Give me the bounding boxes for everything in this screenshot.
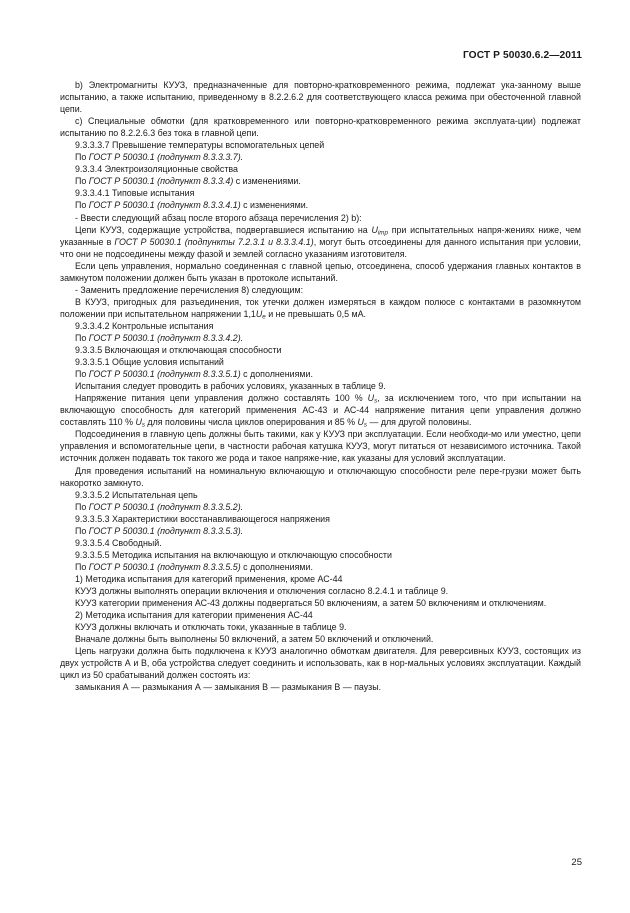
text-run: 9.3.3.5.4 Свободный. <box>75 537 162 548</box>
text-run: По <box>75 561 89 572</box>
text-run: Цепь нагрузки должна быть подключена к КУУЗ аналогично обмоткам двигателя. Для реверсивных КУУЗ, состоящих из двух устройств А и В, оба устройства следует соединить и использовать, как в нор-мальных условиях эксплуатации. Каждый цикл из 50 срабатываний должен состоять из: <box>60 646 581 681</box>
text-run: с дополнениями. <box>240 561 313 572</box>
text-run: , за исключением того, что при испытании на включающую способность для категорий применения АС-43 и АС-44 напряжение питания цепи управления должно составлять 110 % <box>60 393 582 428</box>
text-run: U <box>367 393 375 404</box>
text-run: Для проведения испытаний на номинальную включающую и отключающую способности реле пере-грузки может быть накоротко замкнуто. <box>60 465 581 488</box>
text-run: По <box>75 152 89 163</box>
paragraph-p36 <box>60 645 581 681</box>
paragraph-p02 <box>60 115 581 139</box>
subscript-text: s <box>374 397 378 405</box>
paragraph-p03 <box>60 139 581 151</box>
text-run: замыкания А — размыкания А — замыкания В — размыкания В — паузы. <box>75 682 382 693</box>
paragraph-p23 <box>60 489 581 501</box>
text-run: с изменениями. <box>233 176 301 187</box>
paragraph-p17 <box>60 356 581 368</box>
text-run: с дополнениями. <box>240 369 313 380</box>
text-run: - Заменить предложение перечисления 8) следующим: <box>75 284 304 295</box>
text-run: 9.3.3.4.1 Типовые испытания <box>75 188 195 199</box>
paragraph-p04 <box>60 151 581 163</box>
text-run: — для другой половины. <box>367 417 472 428</box>
paragraph-p07 <box>60 187 581 199</box>
text-run: для половины числа циклов оперирования и 85 % <box>144 417 358 428</box>
paragraph-p05 <box>60 163 581 175</box>
text-run: - Ввести следующий абзац после второго абзаца перечисления 2) b): <box>75 212 362 223</box>
paragraph-p31 <box>60 585 581 597</box>
subscript-text: s <box>363 421 368 429</box>
text-run: Испытания следует проводить в рабочих условиях, указанных в таблице 9. <box>75 381 386 392</box>
text-run: В КУУЗ, пригодных для разъединения, ток утечки должен измеряться в каждом полюсе с контактами в разомкнутом положении при испытательном напряжении 1,1 <box>60 296 581 319</box>
text-run: 2) Методика испытания для категории применения АС-44 <box>75 610 313 621</box>
text-run: с изменениями. <box>240 200 309 211</box>
text-run: По <box>75 332 89 343</box>
paragraph-p32 <box>60 597 581 609</box>
text-run: c) Специальные обмотки (для кратковременного или повторно-кратковременного режима эксплуата-ции) подлежат испытанию по 8.2.2.6.3 без тока в главной цепи. <box>60 116 581 139</box>
text-run: U <box>357 417 364 428</box>
text-run: ГОСТ Р 50030.1 (подпункт 8.3.3.5.1) <box>88 369 241 380</box>
text-run: ГОСТ Р 50030.1 (подпункт 8.3.3.3.7). <box>88 152 244 163</box>
text-run: при испытательных напря-жениях ниже, чем указанные в <box>60 224 582 247</box>
text-run: U <box>255 308 263 319</box>
paragraph-p29 <box>60 561 581 573</box>
text-run: КУУЗ должны выполнять операции включения и отключения согласно 8.2.4.1 и таблице 9. <box>75 585 449 596</box>
paragraph-p10 <box>60 224 581 260</box>
text-run: 9.3.3.3.7 Превышение температуры вспомогательных цепей <box>75 140 325 151</box>
text-run: , могут быть отсоединены для данного испытания при условии, что они не подсоединены между фазой и землей согласно указаниям изготовителя. <box>60 236 582 259</box>
text-run: Вначале должны быть выполнены 50 включений, а затем 50 включений и отключений. <box>75 634 434 645</box>
paragraph-p20 <box>60 392 581 428</box>
text-run: 9.3.3.5.1 Общие условия испытаний <box>75 357 224 368</box>
paragraph-p26 <box>60 525 581 537</box>
text-run: U <box>135 417 142 428</box>
paragraph-p37 <box>60 681 581 693</box>
text-run: ГОСТ Р 50030.1 (подпункт 8.3.3.5.5) <box>88 561 241 572</box>
paragraph-p09 <box>60 212 581 224</box>
text-run: 9.3.3.5.3 Характеристики восстанавливающегося напряжения <box>75 513 330 524</box>
paragraph-p15 <box>60 332 581 344</box>
text-run: Цепи КУУЗ, содержащие устройства, подвергавшиеся испытанию на <box>75 224 372 235</box>
text-run: b) Электромагниты КУУЗ, предназначенные для повторно-кратковременного режима, подлежат ука-занному выше испытанию, а также испытанию, приведенному в 8.2.2.6.2 для соответствующего класса режима при обесточенной главной цепи. <box>60 80 581 115</box>
text-run: ГОСТ Р 50030.1 (подпункт 8.3.3.4.1) <box>88 200 241 211</box>
page-number: 25 <box>571 857 582 868</box>
paragraph-p24 <box>60 501 581 513</box>
text-run: ГОСТ Р 50030.1 (подпункт 8.3.3.5.3). <box>88 525 244 536</box>
text-run: U <box>371 224 378 235</box>
text-run: ГОСТ Р 50030.1 (подпункты 7.2.3.1 и 8.3.3.4.1) <box>114 236 314 247</box>
subscript-text: s <box>141 421 145 429</box>
text-run: КУУЗ должны включать и отключать токи, указанные в таблице 9. <box>75 622 347 633</box>
text-run: ГОСТ Р 50030.1 (подпункт 8.3.3.4.2). <box>88 332 244 343</box>
subscript-text: e <box>262 313 266 321</box>
text-run: По <box>75 176 89 187</box>
paragraph-p11 <box>60 260 581 284</box>
paragraph-p08 <box>60 199 581 211</box>
text-run: 9.3.3.5.5 Методика испытания на включающую и отключающую способности <box>75 549 392 560</box>
text-run: ГОСТ Р 50030.1 (подпункт 8.3.3.5.2). <box>88 501 244 512</box>
text-run: КУУЗ категории применения АС-43 должны подвергаться 50 включениям, а затем 50 включениям и отключениям. <box>75 598 547 609</box>
paragraph-p14 <box>60 320 581 332</box>
paragraph-p06 <box>60 175 581 187</box>
paragraph-p35 <box>60 633 581 645</box>
paragraph-p13 <box>60 296 581 320</box>
text-run: 9.3.3.4.2 Контрольные испытания <box>75 320 214 331</box>
text-run: По <box>75 525 89 536</box>
paragraph-p25 <box>60 513 581 525</box>
text-run: 9.3.3.4 Электроизоляционные свойства <box>75 164 238 175</box>
text-run: ГОСТ Р 50030.1 (подпункт 8.3.3.4) <box>88 176 234 187</box>
text-run: По <box>75 501 89 512</box>
paragraph-p27 <box>60 537 581 549</box>
text-run: 1) Методика испытания для категорий применения, кроме АС-44 <box>75 573 343 584</box>
text-run: По <box>75 369 89 380</box>
paragraph-p16 <box>60 344 581 356</box>
paragraph-p12 <box>60 284 581 296</box>
text-run: Если цепь управления, нормально соединенная с главной цепью, отсоединена, способ удержания главных контактов в замкнутом положении должен быть указан в протоколе испытаний. <box>60 260 581 283</box>
paragraph-p28 <box>60 549 581 561</box>
subscript-text: imp <box>377 229 388 237</box>
paragraph-p34 <box>60 621 581 633</box>
text-run: Подсоединения в главную цепь должны быть такими, как у КУУЗ при эксплуатации. Если необходи-мо или уместно, цепи управления и вспомогательные цепи, в частности рабочая катушка КУУЗ, могут питаться от независимого источника. Такой источник должен подавать ток такого же рода и такое напряже-ние, как указаны для условий эксплуатации. <box>60 429 581 464</box>
standard-header: ГОСТ Р 50030.6.2—2011 <box>462 50 582 61</box>
text-run: По <box>75 200 89 211</box>
paragraph-p21 <box>60 428 581 464</box>
body-text <box>60 79 581 693</box>
text-run: 9.3.3.5 Включающая и отключающая способности <box>75 345 282 356</box>
paragraph-p30 <box>60 573 581 585</box>
paragraph-p33 <box>60 609 581 621</box>
paragraph-p01 <box>60 79 581 115</box>
text-run: Напряжение питания цепи управления должно составлять 100 % <box>75 393 368 404</box>
paragraph-p19 <box>60 380 581 392</box>
paragraph-p18 <box>60 368 581 380</box>
text-run: и не превышать 0,5 мА. <box>265 308 367 319</box>
text-run: 9.3.3.5.2 Испытательная цепь <box>75 489 198 500</box>
paragraph-p22 <box>60 465 581 489</box>
